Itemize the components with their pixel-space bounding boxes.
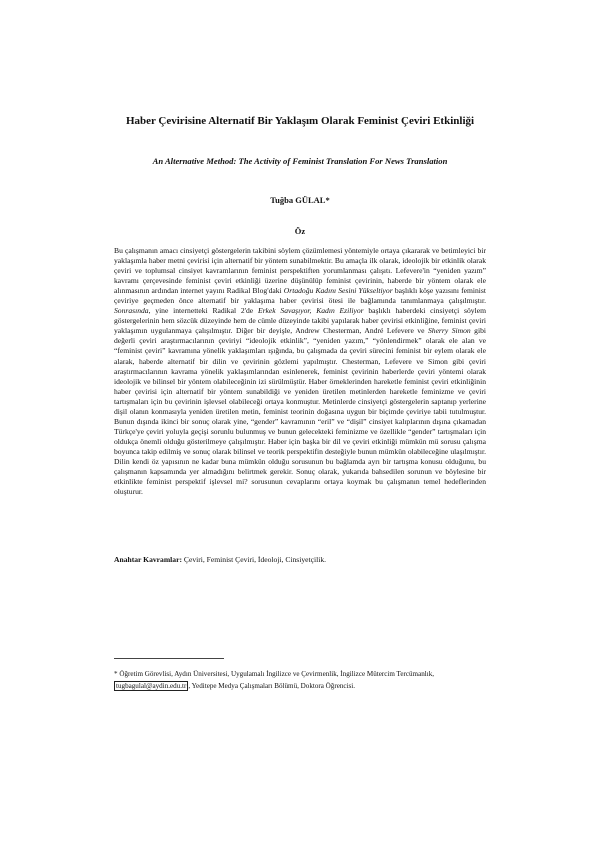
footnote-divider	[114, 658, 224, 659]
footnote-affiliation-2: , Yeditepe Medya Çalışmaları Bölümü, Doktora Öğrencisi.	[188, 682, 356, 690]
footnote-affiliation: * Öğretim Görevlisi, Aydın Üniversitesi, Uygulamalı İngilizce ve Çevirmenlik, İngilizce Mütercim Tercümanlık,	[114, 670, 435, 678]
footnote	[114, 668, 494, 692]
abstract-text: gibi değerli çeviri araştırmacılarının çeviriyi “ideolojik etkinlik”, “yeniden yazım,” “yönlendirmek” olarak ele alan ve “feminist çeviri” kavramına yönelik yaklaşımları ışığında, bu çalışmada da çeviri sürecini feminist bir eylem olarak ele alarak, haberde alternatif bir dilin ve çevirinin gözlemi yapılmıştır. Chesterman, Lefevere ve Simon gibi çeviri araştırmacılarının kavrama yönelik yaklaşımlarından esinlenerek, feminist çevirinin haberlerde çeviri yöntemi olarak ideolojik ve bilinsel bir yöntem olabileceğinin izi sürülmüştür. Haber örneklerinden hareketle feminist çeviri etkinliğinin haber çevirisi için alternatif bir yöntem sunabildiği ve yeniden üretilen metinlerden hareketle feminizme ve çeviri tartışmaları için bu çevirinin işlevsel olabileceği ortaya konmuştur. Metinlerde cinsiyetçi göstergelerin saptanıp yerlerine dişil olanın konmasıyla yeniden üretilen metin, feminist teorinin doğasına uygun bir biçimde çeviriye tabii tutulmuştur. Bunun dışında ikinci bir sonuç olarak yine, “gender” kavramının “eril” ve “dişil” cinsiyet kalıplarının dışına çıkamadan Türkçe'ye çeviri yoluyla geçişi sorunlu bulunmuş ve bunun gelecekteki feminizme ve özellikle “gender” tartışmaları için oldukça önemli olduğu gösterilmeye çalışılmıştır. Haber için başka bir dil ve çeviri etkinliği mümkün mü sorusu çalışma boyunca takip edilmiş ve sonuç olarak bilinsel ve teorik perspektifin desteğiyle bunun mümkün olabileceğine ulaşılmıştır. Dilin kendi öz yapısının ne kadar buna mümkün olduğu sorusunun bu bağlamda ayrı bir tartışma konusu olduğunu, bu çalışmanın kapsamında yer almadığını belirtmek gerekir. Sonuç olarak, yukarıda bahsedilen sorunun ve böylesine bir etkinlikte feminist perspektif işlevsel mi? sorusunun cevaplarını ortaya koymak bu çalışmanın temel hedeflerinden oluşturur.	[114, 326, 486, 497]
abstract-text: başlıklı köşe yazısını feminist çeviriye geçmeden önce alternatif bir yaklaşıma haber çevirisi ötesi ile bağlamında tanımlanmaya çalışılmıştır.	[114, 286, 486, 306]
paper-subtitle-english: An Alternative Method: The Activity of Feminist Translation For News Translation	[152, 156, 448, 166]
abstract-text: Bu çalışmanın amacı cinsiyetçi göstergelerin takibini söylem çözümlemesi yöntemiyle ortaya çıkararak ve betimleyici bir yaklaşımla haber metni çevirisi için alternatif bir yöntem sunabilmektir. Bu amaçla ilk olarak, ideolojik bir etkinlik olarak çeviri ve toplumsal cinsiyet kavramlarının feminist perspektiften yorumlanması çalışıtı. Lefevere'in “yeniden yazım” kavramı çerçevesinde feminist çeviri etkinliği üzerine düşünülüp feminist çevirinin, haberde bir yöntem olarak ele alınmasının ardından internet yayını Radikal Blog'daki	[114, 246, 486, 296]
abstract-heading: Öz	[294, 226, 306, 236]
keywords-label: Anahtar Kavramlar:	[114, 555, 182, 564]
paper-title: Haber Çevirisine Alternatif Bir Yaklaşım Olarak Feminist Çeviri Etkinliği	[125, 115, 475, 127]
abstract-italic-word: Sonrasında	[114, 306, 149, 316]
abstract-italic-title: Erkek Savaşıyor, Kadın Eziliyor	[257, 306, 364, 316]
author-name: Tuğba GÜLAL*	[270, 195, 330, 205]
abstract-text: , yine internetteki Radikal 2'de	[148, 306, 258, 316]
author-email-link[interactable]: tugbagulal@aydin.edu.tr	[116, 682, 187, 690]
abstract-italic-title: Ortadoğu Kadını Sesini Yükseltiyor	[283, 286, 393, 296]
abstract-text: başlıklı haberdeki cinsiyetçi söylem göstergelerinin hem sözcük düzeyinde hem de cümle düzeyinde takibi yapılarak haber çevirisi etkinliğine, feminist çeviri yaklaşımın uygulanmaya çalışılmıştır. Diğer bir deyişle, Andrew Chesterman, André Lefevere ve	[114, 306, 486, 336]
keywords	[114, 555, 486, 564]
abstract-body	[114, 246, 486, 497]
abstract-italic-name: Sherry Simon	[427, 326, 471, 336]
keywords-text: Çeviri, Feminist Çeviri, İdeoloji, Cinsiyetçilik.	[181, 555, 327, 564]
